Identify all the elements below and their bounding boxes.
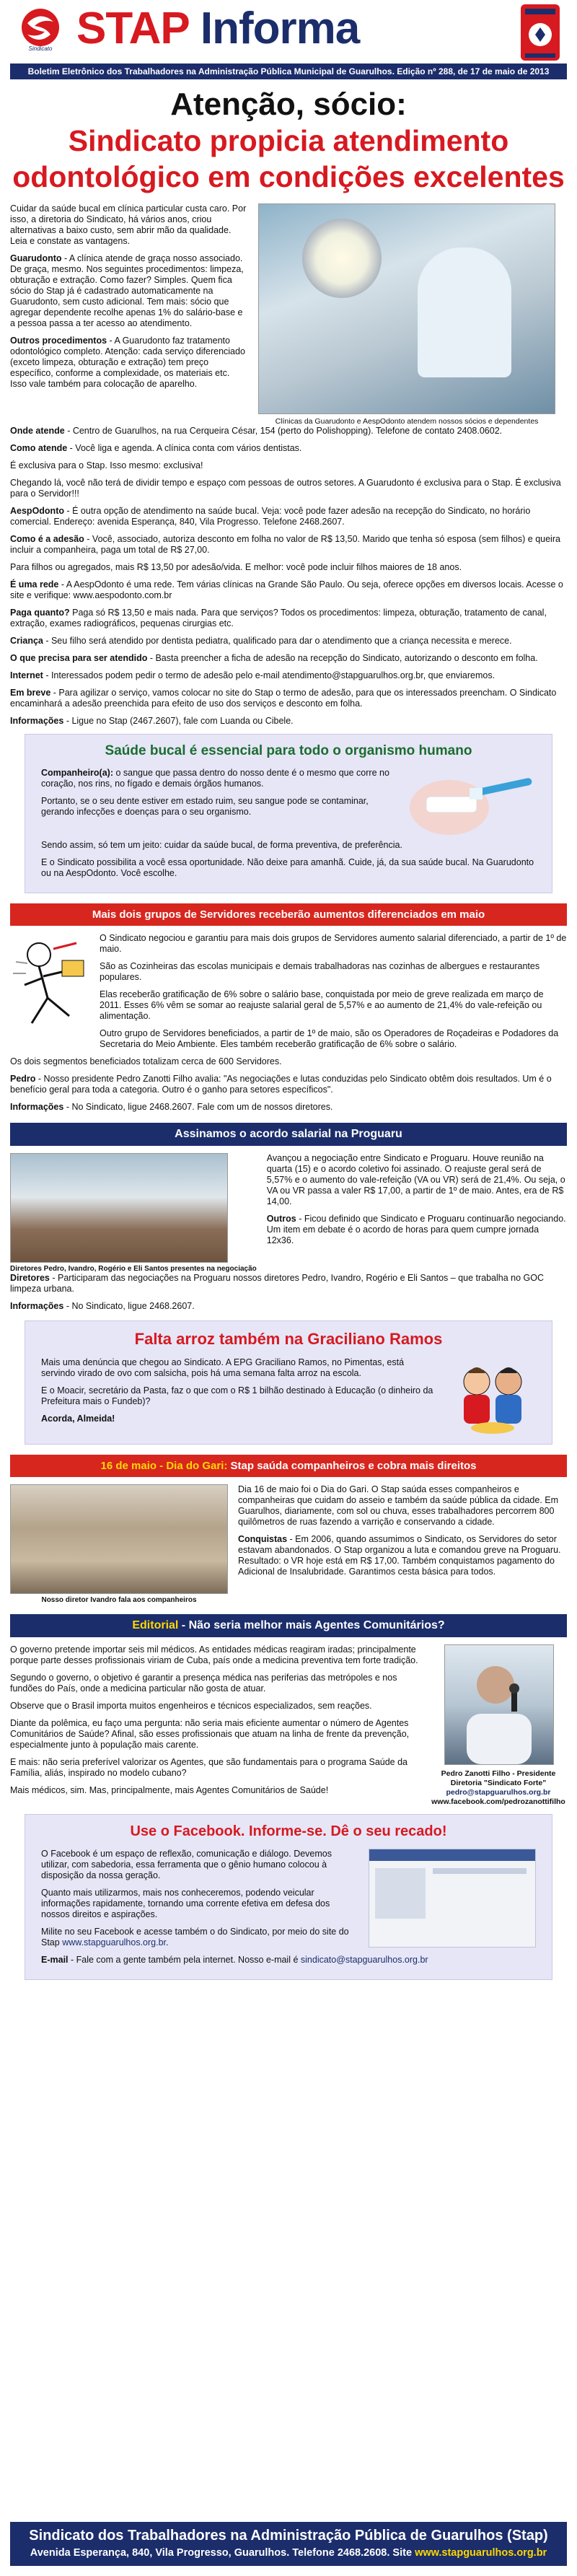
editorial-p1: O governo pretende importar seis mil médicos. As entidades médicas reagiram iradas; principalmente porque parte desses profissionais viriam de Cuba, país onde a medicina preventiva tem forte tradição.: [10, 1644, 418, 1665]
intro-paragraph: Cuidar da saúde bucal em clínica particular custa caro. Por isso, a diretoria do Sindicato, há vários anos, criou alternativas a baixo custo, sem abrir mão da qualidade. Leia e constate as vantagens.: [10, 203, 247, 246]
stap-site-link[interactable]: www.stapguarulhos.org.br: [62, 1937, 167, 1948]
footer-site-link[interactable]: www.stapguarulhos.org.br: [415, 2547, 547, 2559]
aumentos-p4: Outro grupo de Servidores beneficiados, a partir de 1º de maio, são os Operadores de Roçadeiras e Podadores da Secretaria do Meio Ambiente. Eles também receberão gratificação de 6% sobre o salário.: [100, 1028, 559, 1049]
aumentos-info-label: Informações: [10, 1102, 64, 1112]
body-paragraph: [10, 443, 567, 454]
body-paragraph-text: Para filhos ou agregados, mais R$ 13,50 por adesão/vida. E melhor: você pode incluir filhos maiores de 18 anos.: [10, 562, 462, 572]
microphone-icon: [445, 1645, 553, 1764]
gari-title-rest: Stap saúda companheiros e cobra mais direitos: [227, 1460, 477, 1472]
aumentos-info-text: - No Sindicato, ligue 2468.2607. Fale com um de nossos diretores.: [63, 1102, 333, 1112]
body-paragraph: [10, 716, 567, 727]
sindicato-email-link[interactable]: sindicato@stapguarulhos.org.br: [300, 1955, 428, 1965]
proguaru-footer: [10, 1273, 567, 1312]
saude-p3: Sendo assim, só tem um jeito: cuidar da saúde bucal, de forma preventiva, de preferência.: [41, 840, 402, 850]
aumentos-title: Mais dois grupos de Servidores receberão aumentos diferenciados em maio: [10, 903, 567, 926]
signature-slate: Diretoria "Sindicato Forte": [450, 1779, 547, 1787]
proguaru-info-label: Informações: [10, 1301, 64, 1311]
aumentos-footer: [10, 1056, 567, 1113]
proguaru-outros-text: - Ficou definido que Sindicato e Proguaru continuarão negociando. Um item em debate é o acordo de horas para quem cumpre jornada 12x36.: [266, 1214, 566, 1245]
brand-informa: Informa: [200, 4, 360, 53]
saude-p1-label: Companheiro(a):: [41, 768, 113, 778]
facebook-p3-post: .: [166, 1937, 169, 1948]
gari-conq-text: - Em 2006, quando assumimos o Sindicato, os Servidores do setor estavam abandonados. O Stap organizou a luta e comandou greve na Proguaru. Resultado: o VR hoje está em R$ 17,00. Também conquistamos pagamento do Adicional de Insalubridade. Garantimos cesta básica para todos.: [238, 1534, 561, 1577]
forca-sindical-logo-icon: [518, 3, 563, 63]
proguaru-outros: [267, 1214, 567, 1246]
body-paragraph: [10, 478, 567, 499]
headline: [10, 87, 567, 195]
facebook-box-title: Use o Facebook. Informe-se. Dê o seu recado!: [130, 1823, 447, 1839]
proguaru-meeting-photo: [10, 1153, 228, 1263]
saude-p1: [41, 768, 396, 789]
body-paragraph: [10, 670, 567, 681]
facebook-p3-pre: Milite no seu Facebook e acesse também o do Sindicato, por meio do site do Stap: [41, 1927, 349, 1948]
saude-box-title: Saúde bucal é essencial para todo o organismo humano: [105, 743, 472, 758]
proguaru-section: [10, 1153, 567, 1273]
body-paragraph-label: Internet: [10, 670, 43, 680]
saude-p4: E o Sindicato possibilita a você essa oportunidade. Não deixe para amanhã. Cuide, já, da sua saúde bucal. Na Guarudonto ou na AespOdonto. Você escolhe.: [41, 857, 534, 878]
brand-title: [76, 3, 359, 55]
arroz-box: [25, 1320, 552, 1445]
aumentos-info: [10, 1102, 567, 1113]
body-paragraph-text: - Centro de Guarulhos, na rua Cerqueira César, 154 (perto do Polishopping). Telefone de contato 2408.0602.: [64, 426, 503, 436]
body-paragraph-text: - Você liga e agenda. A clínica conta com vários dentistas.: [67, 443, 302, 453]
footer-address-text: Avenida Esperança, 840, Vila Progresso, Guarulhos. Telefone 2468.2608. Site: [30, 2547, 415, 2559]
intro-section: [10, 203, 567, 426]
gari-p1: Dia 16 de maio foi o Dia do Gari. O Stap saúda esses companheiros e companheiras que cuidam do asseio e também da saúde pública da cidade. Em Guarulhos, diariamente, com sol ou chuva, esses trabalhadores percorrem 800 quilômetros de ruas fazendo a varrição e conservando a cidade.: [238, 1484, 559, 1527]
body-paragraph-text: - É outra opção de atendimento na saúde bucal. Veja: você pode fazer adesão na recepção do Sindicato, no horário comercial. Endereço: avenida Esperança, 840, Vila Progresso. Telefone 2468.2607.: [10, 506, 531, 527]
body-paragraph-label: É uma rede: [10, 579, 59, 590]
body-paragraph-text: - A AespOdonto é uma rede. Tem várias clínicas na Grande São Paulo. Ou seja, oferece opções em diversos locais. Acesse o site e verifique: www.aespodonto.com.br: [10, 579, 563, 600]
president-photo: [444, 1644, 554, 1765]
body-paragraph: [10, 426, 567, 437]
facebook-topbar: [369, 1849, 535, 1861]
facebook-profile-pic: [375, 1868, 426, 1919]
aumentos-p1: O Sindicato negociou e garantiu para mais dois grupos de Servidores aumento salarial diferenciado, a partir de 1º de maio.: [100, 933, 567, 954]
body-paragraph-text: Paga só R$ 13,50 e mais nada. Para que serviços? Todos os procedimentos: limpeza, obturação, tratamento de canal, extração, exames radiográficos, pequenas cirurgias etc.: [10, 608, 547, 628]
body-paragraph: [10, 534, 567, 556]
photo-caption: Clínicas da Guarudonto e AespOdonto atendem nossos sócios e dependentes: [275, 417, 539, 426]
proguaru-dir: [10, 1273, 567, 1294]
signature-facebook: www.facebook.com/pedrozanottifilho: [431, 1797, 565, 1806]
headline-line2: Sindicato propicia atendimento: [68, 124, 509, 157]
headline-line1: Atenção, sócio:: [170, 87, 407, 122]
aumentos-p3: Elas receberão gratificação de 6% sobre o salário base, conquistada por meio de greve realizada em março de 2011. Esses 6% vêm se somar ao reajuste salarial geral de 5,57% e ao aumento de 21,4% do vale-refeição ou alimentação.: [100, 989, 544, 1021]
signature-name: Pedro Zanotti Filho - Presidente: [441, 1769, 556, 1778]
facebook-p3: [41, 1927, 358, 1948]
arroz-box-title: Falta arroz também na Graciliano Ramos: [134, 1330, 443, 1348]
body-paragraph: [10, 688, 567, 709]
body-paragraph-label: Como é a adesão: [10, 534, 84, 544]
facebook-p1: O Facebook é um espaço de reflexão, comunicação e diálogo. Devemos utilizar, com sabedoria, essa ferramenta que o gênio humano colocou à disposição da nossa geração.: [41, 1849, 332, 1880]
gari-caption: Nosso diretor Ivandro fala aos companheiros: [41, 1596, 197, 1604]
body-paragraph: [10, 460, 567, 471]
children-cartoon-icon: [449, 1357, 536, 1437]
dental-photo-block: [258, 203, 555, 426]
footer-address: [10, 2547, 567, 2559]
body-paragraph: [10, 579, 567, 601]
outros-paragraph: [10, 336, 248, 390]
footer-name: Sindicato dos Trabalhadores na Administração Pública de Guarulhos (Stap): [29, 2528, 548, 2544]
aumentos-pedro: [10, 1074, 567, 1095]
facebook-screenshot: [369, 1849, 536, 1948]
body-paragraph-text: - Interessados podem pedir o termo de adesão pelo e-mail atendimento@stapguarulhos.org.br, que enviaremos.: [43, 670, 495, 680]
aumentos-section: [10, 933, 567, 1056]
facebook-email: [41, 1955, 536, 1966]
body-paragraph-label: O que precisa para ser atendido: [10, 653, 148, 663]
editorial-title: [10, 1614, 567, 1637]
facebook-email-pre: - Fale com a gente também pela internet. Nosso e-mail é: [68, 1955, 301, 1965]
signature-block: [430, 1769, 567, 1807]
saude-box: [25, 734, 552, 893]
dental-lamp-shape: [302, 219, 382, 298]
proguaru-dir-text: - Participaram das negociações na Proguaru nossos diretores Pedro, Ivandro, Rogério e Eli Santos – que trabalha no GOC limpeza urbana.: [10, 1273, 544, 1294]
proguaru-caption: Diretores Pedro, Ivandro, Rogério e Eli Santos presentes na negociação: [10, 1265, 257, 1273]
editorial-signature: [430, 1644, 567, 1807]
proguaru-title: Assinamos o acordo salarial na Proguaru: [10, 1123, 567, 1146]
facebook-email-label: E-mail: [41, 1955, 69, 1965]
gari-title: [10, 1455, 567, 1477]
editorial-section: [10, 1644, 567, 1807]
body-paragraph: [10, 653, 567, 664]
proguaru-outros-label: Outros: [266, 1214, 296, 1224]
runner-cartoon-icon: [10, 933, 89, 1034]
saude-p1-text: o sangue que passa dentro do nosso dente é o mesmo que corre no coração, nos rins, no fígado e demais órgãos humanos.: [41, 768, 389, 789]
svg-text:Sindicato: Sindicato: [28, 45, 53, 52]
proguaru-p1: Avançou a negociação entre Sindicato e Proguaru. Houve reunião na quarta (15) e o acordo coletivo foi assinado. O reajuste geral será de 5,57% e o aumento do vale-refeição (VA ou VR) será de 21,4%. Ou seja, o VA ou VR passa a valer R$ 17,00, a partir de 1º de maio. Antes, era de R$ 14,00.: [266, 1153, 565, 1206]
facebook-text-line: [433, 1868, 527, 1874]
proguaru-info-text: - No Sindicato, ligue 2468.2607.: [63, 1301, 195, 1311]
guarudonto-text: - A clínica atende de graça nosso associado. De graça, mesmo. Nos seguintes procedimentos: limpeza, obturação e extração. Como fazer? Simples. Quem fica sócio do Stap já é cadastrado automaticamente na Guarudonto, sem custo adicional. Tem mais: sócio que agregar dependente recolhe apenas 1% do salário-base e a pessoa passa a ter acesso ao atendimento.: [10, 253, 244, 328]
body-paragraph-label: Criança: [10, 636, 43, 646]
aumentos-p5: Os dois segmentos beneficiados totalizam cerca de 600 Servidores.: [10, 1056, 282, 1066]
aumentos-p2: São as Cozinheiras das escolas municipais e demais trabalhadoras nas cozinhas de albergues e restaurantes populares.: [100, 961, 540, 982]
headline-line3: odontológico em condições excelentes: [12, 160, 565, 193]
body-paragraph: [10, 636, 567, 647]
gari-title-red: 16 de maio - Dia do Gari:: [100, 1460, 228, 1472]
body-paragraphs: [10, 426, 567, 727]
dental-clinic-photo: [258, 203, 555, 414]
arroz-p3: Acorda, Almeida!: [41, 1414, 115, 1424]
guarudonto-label: Guarudonto: [10, 253, 62, 263]
editorial-p4: Diante da polêmica, eu faço uma pergunta: não seria mais eficiente aumentar o número de Agentes Comunitários de Saúde? Afinal, são esses profissionais que atuam na linha de frente da prevenção, especialmente junto à população mais carente.: [10, 1718, 410, 1750]
body-paragraph: [10, 562, 567, 573]
body-paragraph-text: Chegando lá, você não terá de dividir tempo e espaço com pessoas de outros setores. A Guarudonto é exclusiva para o Stap. É exclusiva para o Servidor!!!: [10, 478, 561, 499]
body-paragraph-label: Informações: [10, 716, 64, 726]
outros-label: Outros procedimentos: [10, 336, 107, 346]
dentist-shape: [418, 247, 511, 377]
outros-text: - A Guarudonto faz tratamento odontológico completo. Atenção: cada serviço diferenciado (exceto limpeza, obturação e extração) tem preço específico, conforme a complexidade, os materiais etc. Isso vale também para colocação de aparelho.: [10, 336, 245, 389]
body-paragraph-label: Paga quanto?: [10, 608, 70, 618]
editorial-p6: Mais médicos, sim. Mas, principalmente, mais Agentes Comunitários de Saúde!: [10, 1785, 329, 1795]
body-paragraph-label: Como atende: [10, 443, 68, 453]
saude-p2: Portanto, se o seu dente estiver em estado ruim, seu sangue pode se contaminar, gerando infecções e doenças para o seu organismo.: [41, 796, 369, 817]
gari-conquistas: [238, 1534, 567, 1577]
guarudonto-paragraph: [10, 253, 248, 329]
editorial-p3: Observe que o Brasil importa muitos engenheiros e técnicos especializados, sem reações.: [10, 1701, 372, 1711]
body-paragraph-text: - Basta preencher a ficha de adesão na recepção do Sindicato, autorizando o desconto em folha.: [147, 653, 538, 663]
proguaru-dir-label: Diretores: [10, 1273, 50, 1283]
arroz-p1: Mais uma denúncia que chegou ao Sindicato. A EPG Graciliano Ramos, no Pimentas, está servindo virado de ovo com salsicha, pois há uma semana falta arroz na escola.: [41, 1357, 405, 1378]
brand-stap: STAP: [76, 4, 189, 53]
intro-text: [10, 203, 248, 426]
editorial-p2: Segundo o governo, o objetivo é garantir a presença médica nas periferias das metrópoles e nos fundões do País, onde a medicina particular não gosta de atuar.: [10, 1673, 397, 1694]
gari-meeting-photo: [10, 1484, 228, 1594]
body-paragraph-text: - Você, associado, autoriza desconto em folha no valor de R$ 13,50. Marido que tenha só esposa (sem filhos) e queira incluir a companheira, paga um total de R$ 27,00.: [10, 534, 560, 555]
proguaru-info: [10, 1301, 567, 1312]
body-paragraph-label: AespOdonto: [10, 506, 64, 516]
gari-section: [10, 1484, 567, 1604]
signature-email: pedro@stapguarulhos.org.br: [446, 1788, 551, 1797]
body-paragraph-text: - Para agilizar o serviço, vamos colocar no site do Stap o termo de adesão, para que os interessados preencham. O Sindicato encaminhará a adesão preenchida para efeito de uso dos serviços e desconto em folha.: [10, 688, 557, 709]
toothbrush-icon: [406, 768, 536, 840]
stap-logo-icon: [17, 6, 63, 52]
edition-bar: Boletim Eletrônico dos Trabalhadores na Administração Pública Municipal de Guarulhos. Edição nº 288, de 17 de maio de 2013: [10, 63, 567, 79]
editorial-label: Editorial: [132, 1619, 179, 1631]
gari-conq-label: Conquistas: [238, 1534, 288, 1544]
footer: [10, 2522, 567, 2566]
arroz-p2: E o Moacir, secretário da Pasta, faz o que com o R$ 1 bilhão destinado à Educação (o dinheiro da Prefeitura mais o Fundeb)?: [41, 1385, 433, 1406]
facebook-box: [25, 1814, 552, 1980]
facebook-p2: Quanto mais utilizarmos, mais nos conheceremos, podendo veicular informações rapidamente, tornando uma corrente efetiva em defesa dos nossos direitos e aspirações.: [41, 1888, 330, 1919]
body-paragraph: [10, 608, 567, 629]
body-paragraph-text: - Ligue no Stap (2467.2607), fale com Luanda ou Cibele.: [63, 716, 294, 726]
aumentos-pedro-label: Pedro: [10, 1074, 36, 1084]
editorial-title-rest: - Não seria melhor mais Agentes Comunitários?: [178, 1619, 445, 1631]
body-paragraph-text: É exclusiva para o Stap. Isso mesmo: exclusiva!: [10, 460, 203, 470]
editorial-p5: E mais: não seria preferível valorizar os Agentes, que são fundamentais para o programa Saúde da Família, aliás, inspirado no modelo cubano?: [10, 1757, 408, 1778]
aumentos-pedro-text: - Nosso presidente Pedro Zanotti Filho avalia: "As negociações e lutas conduzidas pelo Sindicato obtêm dois resultados. Um é o benefício geral para toda a categoria. Outro é o ganho para setores específicos".: [10, 1074, 552, 1095]
body-paragraph-label: Em breve: [10, 688, 51, 698]
header: [10, 0, 567, 66]
body-paragraph: [10, 506, 567, 527]
body-paragraph-text: - Seu filho será atendido por dentista pediatra, qualificado para dar o atendimento que a criança necessita e merece.: [43, 636, 512, 646]
body-paragraph-label: Onde atende: [10, 426, 65, 436]
